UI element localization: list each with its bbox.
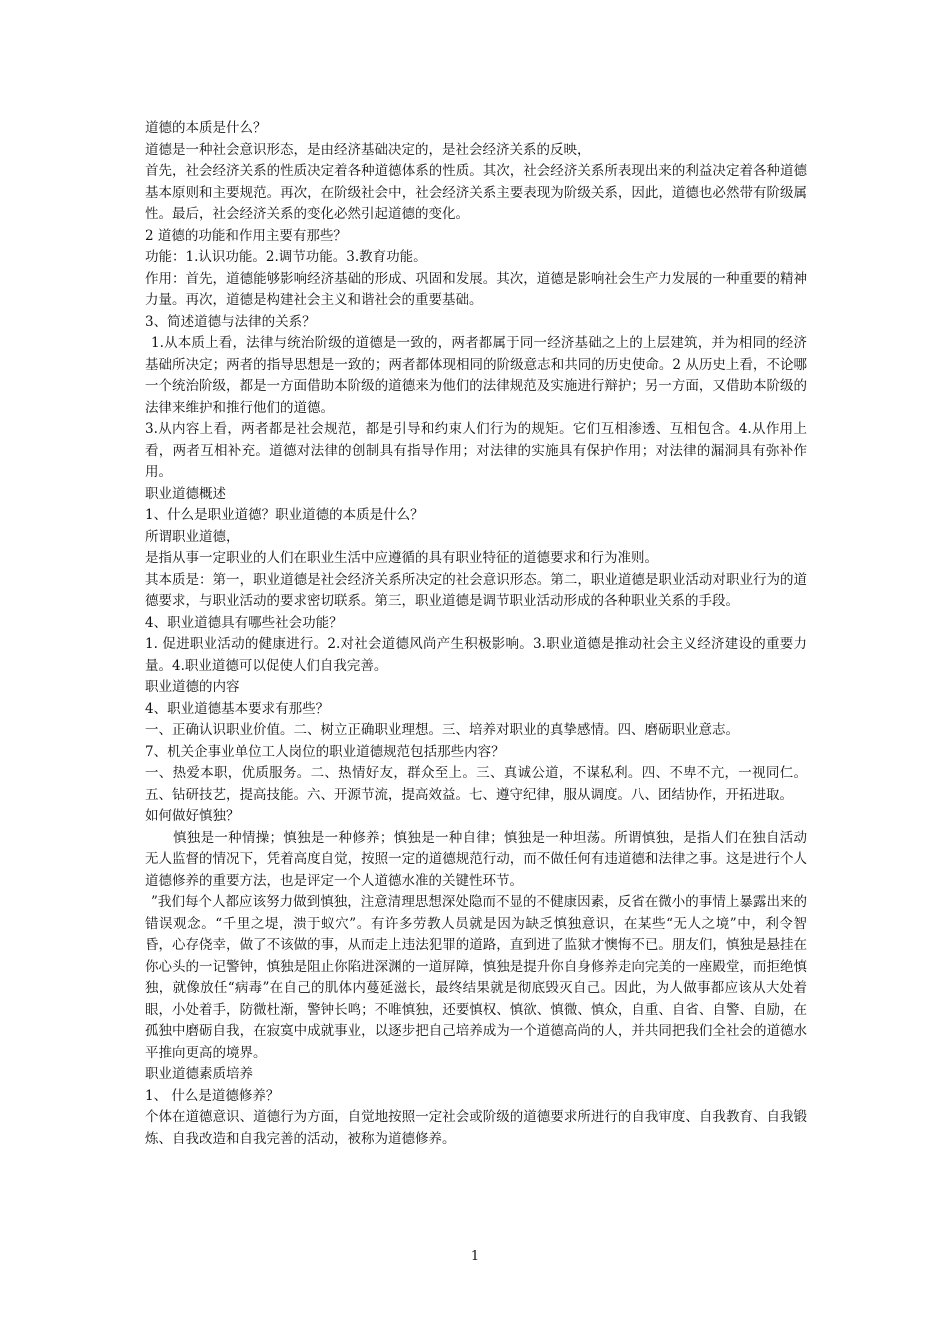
- paragraph: 是指从事一定职业的人们在职业生活中应遵循的具有职业特征的道德要求和行为准则。: [145, 550, 658, 566]
- paragraph: 其本质是：第一，职业道德是社会经济关系所决定的社会意识形态。第二，职业道德是职业活动对职业行为的道德要求，与职业活动的要求密切联系。第三，职业道德是调节职业活动形成的各种职业关系的手段。: [145, 571, 807, 609]
- paragraph: 功能：1.认识功能。2.调节功能。3.教育功能。: [145, 249, 427, 265]
- paragraph: 道德是一种社会意识形态，是由经济基础决定的，是社会经济关系的反映，: [145, 141, 591, 158]
- question-heading: 2 道德的功能和作用主要有那些？: [145, 227, 347, 244]
- question-heading: 如何做好慎独？: [145, 808, 240, 824]
- question-heading: 7、机关企事业单位工人岗位的职业道德规范包括那些内容？: [145, 743, 505, 760]
- paragraph: 1.从本质上看，法律与统治阶级的道德是一致的，两者都属于同一经济基础之上的上层建筑，并为相同的经济基础所决定；两者的指导思想是一致的；两者都体现相同的阶级意志和共同的历史使命。2 从历史上看，不论哪一个统治阶级，都是一方面借助本阶级的道德来为他们的法律规范及实施进行辩护；另一方面，又借助本阶级的法律来维护和推行他们的道德。: [145, 335, 807, 416]
- question-heading: 1、什么是职业道德？职业道德的本质是什么？: [145, 507, 424, 523]
- section-heading: 职业道德的内容: [145, 679, 240, 695]
- paragraph: 首先，社会经济关系的性质决定着各种道德体系的性质。其次，社会经济关系所表现出来的利益决定着各种道德基本原则和主要规范。再次，在阶级社会中，社会经济关系主要表现为阶级关系，因此，道德也必然带有阶级属性。最后，社会经济关系的变化必然引起道德的变化。: [145, 163, 807, 222]
- paragraph: ”我们每个人都应该努力做到慎独，注意清理思想深处隐而不显的不健康因素，反省在微小的事情上暴露出来的错误观念。“千里之堤，溃于蚁穴”。有许多劳教人员就是因为缺乏慎独意识，在某些“无人之境”中，利令智昏，心存侥幸，做了不该做的事，从而走上违法犯罪的道路，直到进了监狱才懊悔不已。朋友们，慎独是悬挂在你心头的一记警钟，慎独是阻止你陷进深渊的一道屏障，慎独是提升你自身修养走向完美的一座殿堂，而拒绝慎独，就像放任“病毒”在自己的肌体内蔓延滋长，最终结果就是彻底毁灭自己。因此，为人做事都应该从大处着眼，小处着手，防微杜渐，警钟长鸣；不唯慎独，还要慎权、慎欲、慎微、慎众，自重、自省、自警、自励，在孤独中磨砺自我，在寂寞中成就事业，以逐步把自己培养成为一个道德高尚的人，并共同把我们全社会的道德水平推向更高的境界。: [145, 894, 807, 1061]
- question-heading: 1、 什么是道德修养？: [145, 1087, 280, 1104]
- section-heading: 职业道德概述: [145, 485, 226, 502]
- paragraph: 作用：首先，道德能够影响经济基础的形成、巩固和发展。其次，道德是影响社会生产力发展的一种重要的精神力量。再次，道德是构建社会主义和谐社会的重要基础。: [145, 270, 807, 308]
- question-heading: 道德的本质是什么？: [145, 120, 267, 136]
- paragraph: 所谓职业道德，: [145, 528, 240, 545]
- question-heading: 4、职业道德具有哪些社会功能？: [145, 614, 343, 631]
- document-body: [145, 118, 807, 1150]
- question-heading: 4、职业道德基本要求有那些？: [145, 700, 330, 717]
- section-heading: 职业道德素质培养: [145, 1066, 253, 1082]
- paragraph: 一、正确认识职业价值。二、树立正确职业理想。三、培养对职业的真挚感情。四、磨砺职业意志。: [145, 722, 739, 738]
- paragraph: 一、热爱本职，优质服务。二、热情好友，群众至上。三、真诚公道，不谋私利。四、不卑不亢，一视同仁。五、钻研技艺，提高技能。六、开源节流，提高效益。七、遵守纪律，服从调度。八、团结协作，开拓进取。: [145, 765, 807, 803]
- paragraph: 个体在道德意识、道德行为方面，自觉地按照一定社会或阶级的道德要求所进行的自我审度、自我教育、自我锻炼、自我改造和自我完善的活动，被称为道德修养。: [145, 1109, 807, 1147]
- paragraph: 3.从内容上看，两者都是社会规范，都是引导和约束人们行为的规矩。它们互相渗透、互相包含。4.从作用上看，两者互相补充。道德对法律的创制具有指导作用；对法律的实施具有保护作用；对法律的漏洞具有弥补作用。: [145, 421, 807, 480]
- page-number: 1: [470, 1249, 480, 1264]
- paragraph: 1. 促进职业活动的健康进行。2.对社会道德风尚产生积极影响。3.职业道德是推动社会主义经济建设的重要力量。4.职业道德可以促使人们自我完善。: [145, 636, 807, 674]
- question-heading: 3、简述道德与法律的关系？: [145, 313, 316, 330]
- paragraph: 慎独是一种情操；慎独是一种修养；慎独是一种自律；慎独是一种坦荡。所谓慎独，是指人们在独自活动无人监督的情况下，凭着高度自觉，按照一定的道德规范行动，而不做任何有违道德和法律之事。这是进行个人道德修养的重要方法，也是评定一个人道德水准的关键性环节。: [145, 829, 807, 889]
